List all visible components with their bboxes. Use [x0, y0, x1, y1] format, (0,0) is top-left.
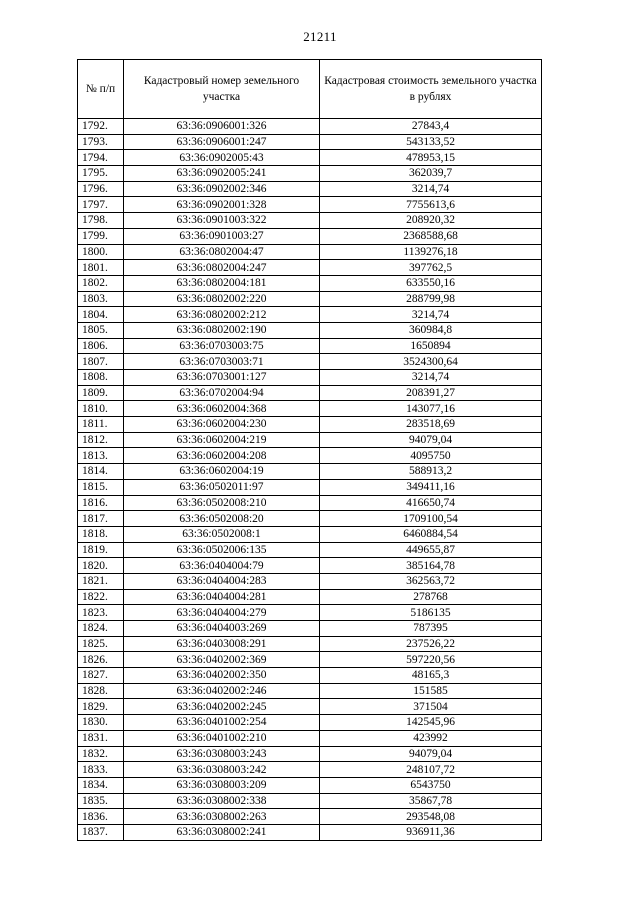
- page-number: 21211: [303, 29, 337, 44]
- cadastral-number-cell: 63:36:0404003:269: [124, 621, 320, 637]
- table-row: [78, 809, 542, 825]
- cadastral-value-cell: 787395: [320, 621, 542, 637]
- cadastral-value-cell: 3214,74: [320, 181, 542, 197]
- table-row: [78, 824, 542, 840]
- cadastral-value-cell: 6543750: [320, 777, 542, 793]
- cadastral-number-cell: 63:36:0703003:75: [124, 338, 320, 354]
- row-number-cell: 1823.: [78, 605, 124, 621]
- cadastral-number-cell: 63:36:0901003:27: [124, 228, 320, 244]
- cadastral-value-cell: 543133,52: [320, 134, 542, 150]
- cadastral-number-cell: 63:36:0703001:127: [124, 370, 320, 386]
- cadastral-number-cell: 63:36:0404004:281: [124, 589, 320, 605]
- cadastral-value-cell: 1139276,18: [320, 244, 542, 260]
- row-number-cell: 1797.: [78, 197, 124, 213]
- cadastral-number-cell: 63:36:0402002:245: [124, 699, 320, 715]
- cadastral-number-cell: 63:36:0404004:283: [124, 573, 320, 589]
- cadastral-number-cell: 63:36:0308002:338: [124, 793, 320, 809]
- cadastral-number-cell: 63:36:0906001:247: [124, 134, 320, 150]
- table-header-row: [78, 60, 542, 119]
- cadastral-number-cell: 63:36:0402002:369: [124, 652, 320, 668]
- table-row: [78, 213, 542, 229]
- table-row: [78, 385, 542, 401]
- row-number-cell: 1831.: [78, 730, 124, 746]
- cadastral-value-cell: 151585: [320, 683, 542, 699]
- table-row: [78, 448, 542, 464]
- cadastral-number-cell: 63:36:0402002:350: [124, 668, 320, 684]
- table-row: [78, 605, 542, 621]
- row-number-cell: 1799.: [78, 228, 124, 244]
- table-row: [78, 511, 542, 527]
- table-row: [78, 699, 542, 715]
- row-number-cell: 1808.: [78, 370, 124, 386]
- cadastral-value-cell: 2368588,68: [320, 228, 542, 244]
- cadastral-number-cell: 63:36:0602004:219: [124, 432, 320, 448]
- row-number-cell: 1809.: [78, 385, 124, 401]
- cadastral-value-cell: 423992: [320, 730, 542, 746]
- row-number-cell: 1828.: [78, 683, 124, 699]
- table-row: [78, 621, 542, 637]
- table-row: [78, 558, 542, 574]
- table-row: [78, 197, 542, 213]
- table-row: [78, 542, 542, 558]
- cadastral-value-cell: 588913,2: [320, 464, 542, 480]
- row-number-cell: 1822.: [78, 589, 124, 605]
- row-number-cell: 1814.: [78, 464, 124, 480]
- cadastral-value-cell: 360984,8: [320, 322, 542, 338]
- row-number-cell: 1827.: [78, 668, 124, 684]
- cadastral-value-cell: 293548,08: [320, 809, 542, 825]
- cadastral-value-cell: 142545,96: [320, 715, 542, 731]
- cadastral-number-cell: 63:36:0901003:322: [124, 213, 320, 229]
- table-row: [78, 762, 542, 778]
- cadastral-number-cell: 63:36:0902005:241: [124, 166, 320, 182]
- table-row: [78, 668, 542, 684]
- table-row: [78, 244, 542, 260]
- row-number-cell: 1803.: [78, 291, 124, 307]
- table-row: [78, 275, 542, 291]
- cadastral-number-cell: 63:36:0401002:254: [124, 715, 320, 731]
- table-body: [78, 119, 542, 841]
- row-number-cell: 1802.: [78, 275, 124, 291]
- table-row: [78, 307, 542, 323]
- cadastral-number-cell: 63:36:0902002:346: [124, 181, 320, 197]
- table-row: [78, 793, 542, 809]
- cadastral-value-cell: 35867,78: [320, 793, 542, 809]
- cadastral-value-cell: 449655,87: [320, 542, 542, 558]
- cadastral-value-cell: 385164,78: [320, 558, 542, 574]
- cadastre-table: [77, 59, 542, 841]
- header-row-number: № п/п: [78, 60, 124, 119]
- table-row: [78, 746, 542, 762]
- row-number-cell: 1794.: [78, 150, 124, 166]
- cadastral-value-cell: 597220,56: [320, 652, 542, 668]
- row-number-cell: 1836.: [78, 809, 124, 825]
- cadastral-value-cell: 7755613,6: [320, 197, 542, 213]
- table-row: [78, 166, 542, 182]
- cadastral-number-cell: 63:36:0502011:97: [124, 479, 320, 495]
- cadastral-value-cell: 94079,04: [320, 432, 542, 448]
- table-row: [78, 370, 542, 386]
- cadastral-number-cell: 63:36:0802002:212: [124, 307, 320, 323]
- cadastral-number-cell: 63:36:0308002:263: [124, 809, 320, 825]
- header-cadastral-number: Кадастровый номер земельного участка: [124, 60, 320, 119]
- cadastral-value-cell: 349411,16: [320, 479, 542, 495]
- row-number-cell: 1813.: [78, 448, 124, 464]
- cadastral-number-cell: 63:36:0403008:291: [124, 636, 320, 652]
- cadastral-number-cell: 63:36:0401002:210: [124, 730, 320, 746]
- cadastral-number-cell: 63:36:0906001:326: [124, 119, 320, 135]
- table-row: [78, 417, 542, 433]
- row-number-cell: 1800.: [78, 244, 124, 260]
- table-row: [78, 589, 542, 605]
- row-number-cell: 1816.: [78, 495, 124, 511]
- table-row: [78, 134, 542, 150]
- row-number-cell: 1798.: [78, 213, 124, 229]
- row-number-cell: 1812.: [78, 432, 124, 448]
- cadastral-number-cell: 63:36:0702004:94: [124, 385, 320, 401]
- cadastral-value-cell: 478953,15: [320, 150, 542, 166]
- row-number-cell: 1796.: [78, 181, 124, 197]
- cadastral-number-cell: 63:36:0802004:47: [124, 244, 320, 260]
- cadastral-number-cell: 63:36:0502006:135: [124, 542, 320, 558]
- row-number-cell: 1818.: [78, 526, 124, 542]
- table-row: [78, 181, 542, 197]
- cadastral-number-cell: 63:36:0308003:243: [124, 746, 320, 762]
- cadastral-number-cell: 63:36:0308003:209: [124, 777, 320, 793]
- row-number-cell: 1804.: [78, 307, 124, 323]
- table-row: [78, 777, 542, 793]
- row-number-cell: 1805.: [78, 322, 124, 338]
- cadastral-value-cell: 362039,7: [320, 166, 542, 182]
- cadastral-number-cell: 63:36:0502008:1: [124, 526, 320, 542]
- row-number-cell: 1821.: [78, 573, 124, 589]
- cadastral-number-cell: 63:36:0404004:79: [124, 558, 320, 574]
- cadastral-value-cell: 1650894: [320, 338, 542, 354]
- cadastral-number-cell: 63:36:0602004:208: [124, 448, 320, 464]
- cadastral-number-cell: 63:36:0602004:368: [124, 401, 320, 417]
- cadastral-value-cell: 143077,16: [320, 401, 542, 417]
- table-row: [78, 683, 542, 699]
- row-number-cell: 1810.: [78, 401, 124, 417]
- row-number-cell: 1829.: [78, 699, 124, 715]
- row-number-cell: 1835.: [78, 793, 124, 809]
- cadastral-value-cell: 3524300,64: [320, 354, 542, 370]
- cadastral-value-cell: 283518,69: [320, 417, 542, 433]
- table-row: [78, 401, 542, 417]
- cadastral-number-cell: 63:36:0703003:71: [124, 354, 320, 370]
- cadastral-value-cell: 288799,98: [320, 291, 542, 307]
- cadastral-value-cell: 94079,04: [320, 746, 542, 762]
- table-row: [78, 354, 542, 370]
- row-number-cell: 1807.: [78, 354, 124, 370]
- cadastral-value-cell: 3214,74: [320, 307, 542, 323]
- table-row: [78, 291, 542, 307]
- cadastral-number-cell: 63:36:0802004:247: [124, 260, 320, 276]
- table-row: [78, 432, 542, 448]
- row-number-cell: 1806.: [78, 338, 124, 354]
- table-row: [78, 260, 542, 276]
- cadastral-value-cell: 48165,3: [320, 668, 542, 684]
- cadastral-value-cell: 237526,22: [320, 636, 542, 652]
- cadastral-number-cell: 63:36:0308002:241: [124, 824, 320, 840]
- cadastral-value-cell: 208920,32: [320, 213, 542, 229]
- table-row: [78, 479, 542, 495]
- cadastral-value-cell: 27843,4: [320, 119, 542, 135]
- cadastral-number-cell: 63:36:0902001:328: [124, 197, 320, 213]
- cadastral-number-cell: 63:36:0902005:43: [124, 150, 320, 166]
- header-cadastral-value: Кадастровая стоимость земельного участка в рублях: [320, 60, 542, 119]
- row-number-cell: 1815.: [78, 479, 124, 495]
- cadastral-value-cell: 416650,74: [320, 495, 542, 511]
- cadastral-number-cell: 63:36:0802002:190: [124, 322, 320, 338]
- cadastral-number-cell: 63:36:0404004:279: [124, 605, 320, 621]
- table-row: [78, 119, 542, 135]
- cadastral-value-cell: 633550,16: [320, 275, 542, 291]
- row-number-cell: 1825.: [78, 636, 124, 652]
- table-row: [78, 573, 542, 589]
- cadastral-value-cell: 3214,74: [320, 370, 542, 386]
- cadastral-value-cell: 1709100,54: [320, 511, 542, 527]
- cadastral-number-cell: 63:36:0802004:181: [124, 275, 320, 291]
- table-row: [78, 150, 542, 166]
- row-number-cell: 1820.: [78, 558, 124, 574]
- table-row: [78, 464, 542, 480]
- row-number-cell: 1830.: [78, 715, 124, 731]
- cadastral-number-cell: 63:36:0602004:230: [124, 417, 320, 433]
- row-number-cell: 1817.: [78, 511, 124, 527]
- row-number-cell: 1793.: [78, 134, 124, 150]
- row-number-cell: 1833.: [78, 762, 124, 778]
- table-row: [78, 228, 542, 244]
- table-row: [78, 652, 542, 668]
- cadastral-number-cell: 63:36:0802002:220: [124, 291, 320, 307]
- row-number-cell: 1795.: [78, 166, 124, 182]
- cadastral-value-cell: 5186135: [320, 605, 542, 621]
- cadastral-value-cell: 362563,72: [320, 573, 542, 589]
- cadastral-value-cell: 4095750: [320, 448, 542, 464]
- table-row: [78, 636, 542, 652]
- row-number-cell: 1811.: [78, 417, 124, 433]
- cadastral-number-cell: 63:36:0502008:20: [124, 511, 320, 527]
- cadastral-number-cell: 63:36:0502008:210: [124, 495, 320, 511]
- row-number-cell: 1824.: [78, 621, 124, 637]
- row-number-cell: 1834.: [78, 777, 124, 793]
- cadastral-number-cell: 63:36:0602004:19: [124, 464, 320, 480]
- cadastral-value-cell: 248107,72: [320, 762, 542, 778]
- cadastral-number-cell: 63:36:0308003:242: [124, 762, 320, 778]
- row-number-cell: 1832.: [78, 746, 124, 762]
- cadastral-number-cell: 63:36:0402002:246: [124, 683, 320, 699]
- table-row: [78, 495, 542, 511]
- row-number-cell: 1819.: [78, 542, 124, 558]
- cadastral-value-cell: 208391,27: [320, 385, 542, 401]
- table-row: [78, 526, 542, 542]
- table-row: [78, 338, 542, 354]
- cadastral-value-cell: 397762,5: [320, 260, 542, 276]
- table-row: [78, 730, 542, 746]
- cadastral-value-cell: 278768: [320, 589, 542, 605]
- table-row: [78, 715, 542, 731]
- cadastral-value-cell: 6460884,54: [320, 526, 542, 542]
- row-number-cell: 1801.: [78, 260, 124, 276]
- row-number-cell: 1826.: [78, 652, 124, 668]
- row-number-cell: 1837.: [78, 824, 124, 840]
- table-row: [78, 322, 542, 338]
- cadastral-value-cell: 371504: [320, 699, 542, 715]
- cadastral-value-cell: 936911,36: [320, 824, 542, 840]
- row-number-cell: 1792.: [78, 119, 124, 135]
